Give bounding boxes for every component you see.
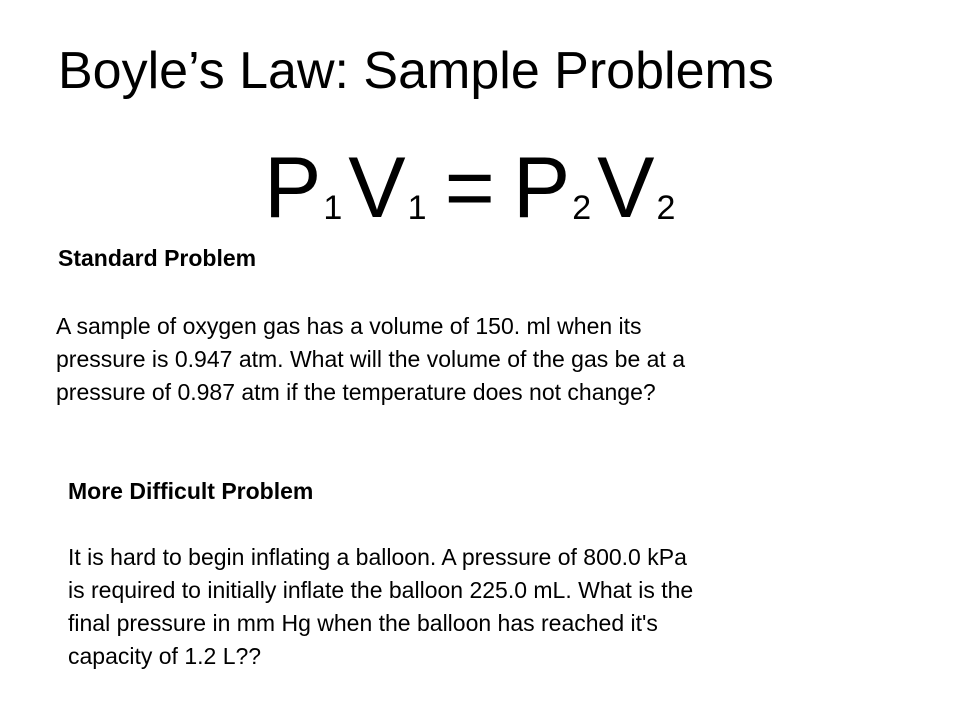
formula-p1-subscript: 1 <box>323 189 343 227</box>
formula-v1-symbol: V <box>348 140 406 236</box>
difficult-problem-text <box>68 541 693 673</box>
standard-problem-heading: Standard Problem <box>58 245 257 271</box>
difficult-problem-line: final pressure in mm Hg when the balloon has reached it's <box>68 610 658 636</box>
difficult-problem-line: capacity of 1.2 L?? <box>68 643 262 669</box>
difficult-problem-heading: More Difficult Problem <box>68 478 314 504</box>
standard-problem-line: A sample of oxygen gas has a volume of 150. ml when its <box>56 313 642 339</box>
slide-title: Boyle’s Law: Sample Problems <box>58 42 774 100</box>
formula-v1-subscript: 1 <box>407 189 427 227</box>
formula-v2-subscript: 2 <box>656 189 676 227</box>
difficult-problem-line: It is hard to begin inflating a balloon. A pressure of 800.0 kPa <box>68 544 687 570</box>
boyles-law-formula <box>264 138 681 258</box>
formula-equals: = <box>444 140 495 236</box>
formula-p2-symbol: P <box>512 140 571 236</box>
formula-p1-symbol: P <box>264 140 322 236</box>
standard-problem-line: pressure is 0.947 atm. What will the volume of the gas be at a <box>56 346 685 372</box>
formula-v2-symbol: V <box>597 140 655 236</box>
standard-problem-text <box>56 310 685 409</box>
difficult-problem-line: is required to initially inflate the balloon 225.0 mL. What is the <box>68 577 694 603</box>
standard-problem-line: pressure of 0.987 atm if the temperature does not change? <box>56 379 656 405</box>
formula-p2-subscript: 2 <box>572 189 592 227</box>
